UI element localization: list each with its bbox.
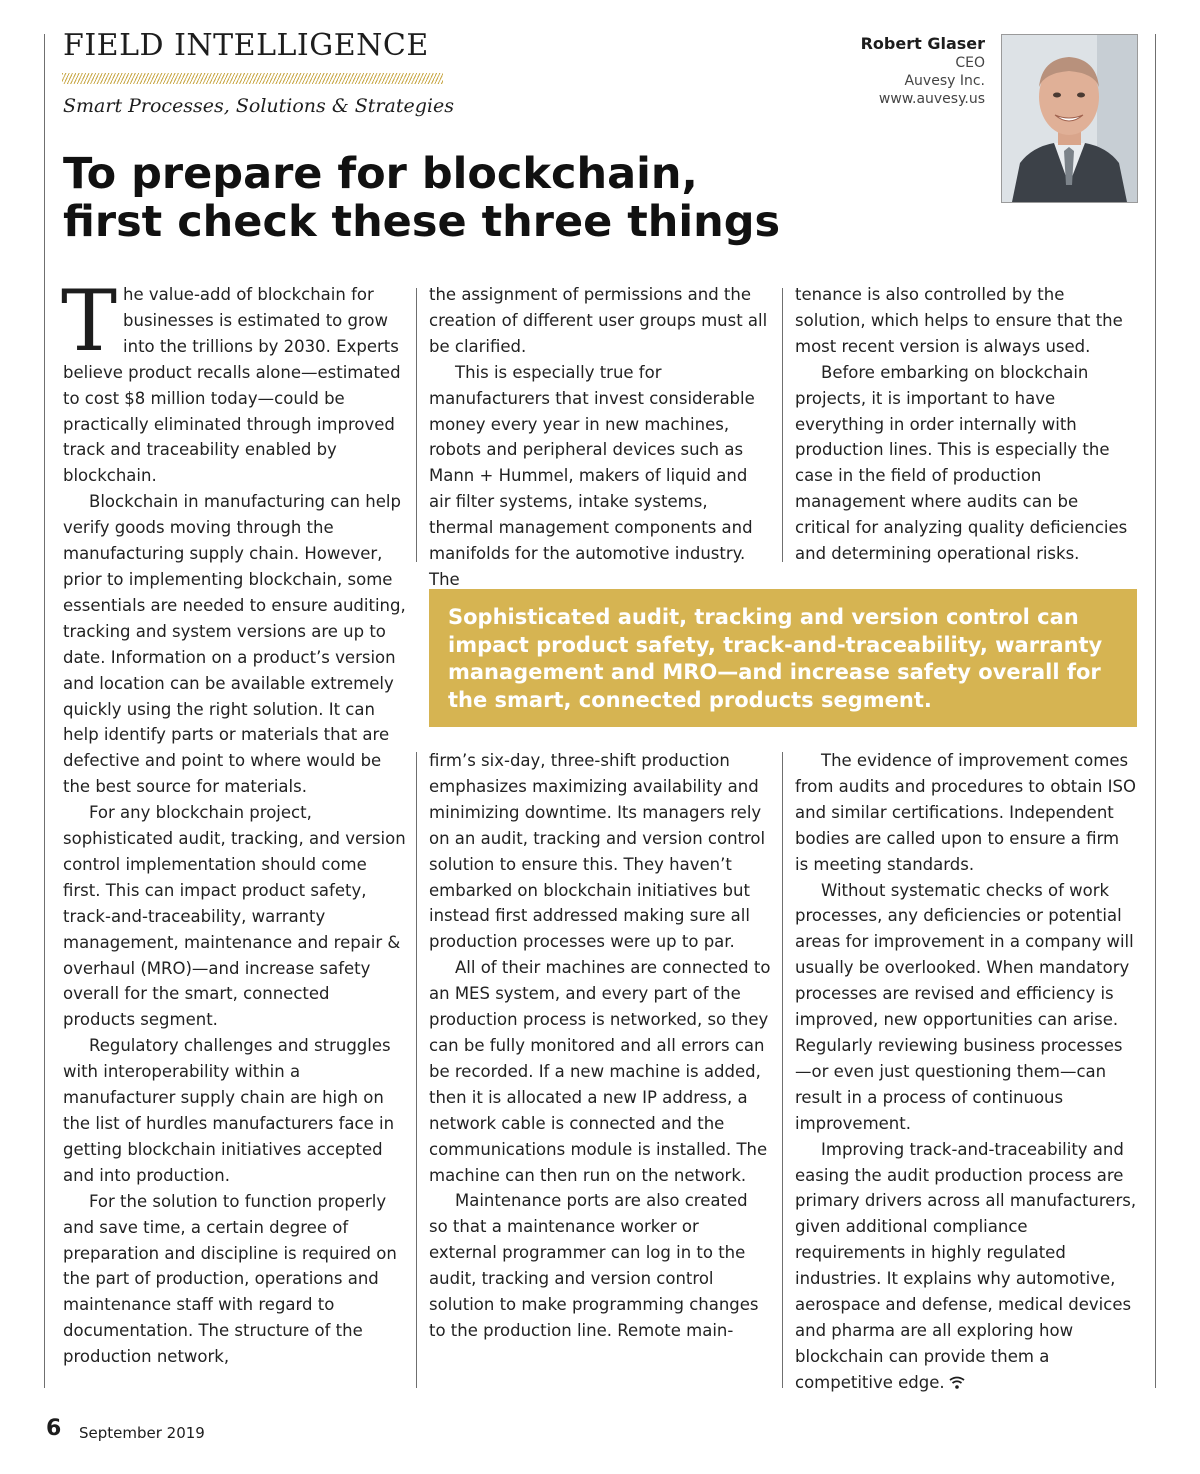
paragraph: firm’s six-day, three-shift production emphasizes maximizing availability and minimizing downtime. Its managers rely on an audit, tracking and version control solution to ensure this. They haven’t embarked on blockchain initiatives but instead first addressed making sure all production processes were up to par. (429, 751, 766, 952)
paragraph: For any blockchain project, sophisticated audit, tracking, and version control implementation should come first. This can impact product safety, track-and-traceability, warranty management, maintenance and repair & overhaul (MRO)—and increase safety overall for the smart, connected products segment. (63, 803, 406, 1030)
body-column-2-bottom (429, 748, 771, 1344)
right-margin-rule (1155, 34, 1156, 1388)
body-column-1 (61, 272, 406, 1370)
author-company: Auvesy Inc. (904, 73, 985, 89)
body-column-2-top (429, 282, 771, 593)
paragraph: Before embarking on blockchain projects, it is important to have everything in order internally with production lines. This is especially the case in the field of production management where audits can be critical for analyzing quality deficiencies and determining operational risks. (795, 362, 1128, 564)
paragraph-final-text: Improving track-and-traceability and easing the audit production process are primary drivers across all manufacturers, given additional compliance requirements in highly regulated industries. It explains why automotive, aerospace and defense, medical devices and pharma are all exploring how blockchain can provide them a competitive edge. (795, 1139, 1137, 1392)
column-divider-2-bottom (782, 752, 783, 1388)
author-block (725, 34, 985, 108)
column-divider-1-top (416, 288, 417, 562)
headline-line-1: To prepare for blockchain, (63, 149, 698, 199)
paragraph: Blockchain in manufacturing can help verify goods moving through the manufacturing supply chain. However, prior to implementing blockchain, some essentials are needed to ensure auditing, tracking and system versions are up to date. Information on a product’s version and location can be available extremely quickly using the right solution. It can help identify parts or materials that are defective and point to where would be the best source for materials. (63, 492, 406, 797)
article-headline (63, 150, 963, 246)
author-name: Robert Glaser (860, 34, 985, 53)
paragraph-final (795, 1137, 1137, 1396)
section-title: FIELD INTELLIGENCE (63, 28, 429, 63)
paragraph: For the solution to function properly and save time, a certain degree of preparation and discipline is required on the part of production, operations and maintenance staff with regard to documentation. The structure of the production network, (63, 1191, 397, 1367)
dropcap-letter: T (61, 272, 118, 370)
left-margin-rule (44, 34, 45, 1388)
author-role: CEO (955, 55, 985, 71)
pull-quote-line-1: Sophisticated audit, tracking and version control can (448, 605, 1079, 629)
portrait-illustration (1002, 35, 1137, 202)
issue-date: September 2019 (79, 1424, 205, 1442)
paragraph: This is especially true for manufacturers that invest considerable money every year in new machines, robots and peripheral devices such as Mann + Hummel, makers of liquid and air filter systems, intake systems, thermal management components and manifolds for the automotive industry. The (429, 362, 755, 589)
paragraph: All of their machines are connected to an MES system, and every part of the production process is networked, so they can be fully monitored and all errors can be recorded. If a new machine is added, then it is allocated a new IP address, a network cable is connected and the communications module is installed. The machine can then run on the network. (429, 958, 771, 1185)
paragraph: Regulatory challenges and struggles with interoperability within a manufacturer supply chain are high on the list of hurdles manufacturers face in getting blockchain initiatives accepted and into production. (63, 1036, 395, 1185)
paragraph: The evidence of improvement comes from audits and procedures to obtain ISO and similar certifications. Independent bodies are called upon to ensure a firm is meeting standards. (795, 751, 1136, 874)
author-portrait-icon (1001, 34, 1138, 203)
column-divider-1-bottom (416, 752, 417, 1388)
pull-quote-callout (429, 589, 1137, 727)
page-number: 6 (46, 1416, 62, 1441)
paragraph: the assignment of permissions and the creation of different user groups must all be clarified. (429, 285, 768, 356)
body-column-3-bottom (795, 748, 1137, 1396)
paragraph-intro (61, 272, 406, 489)
pull-quote-line-3: management and MRO—and increase safety overall for (448, 660, 1101, 684)
paragraph: Maintenance ports are also created so that a maintenance worker or external programmer can log in to the audit, tracking and version control solution to make programming changes to the production line. Remote main- (429, 1191, 759, 1340)
paragraph-intro-text: he value-add of blockchain for businesses is estimated to grow into the trillions by 2030. Experts believe product recalls alone—estimated to cost $8 million today—could be practically eliminated through improved track and traceability enabled by blockchain. (63, 285, 401, 486)
pull-quote-line-4: the smart, connected products segment. (448, 687, 932, 712)
section-hatch-rule (62, 73, 443, 84)
paragraph: tenance is also controlled by the solution, which helps to ensure that the most recent version is always used. (795, 285, 1123, 356)
section-tagline: Smart Processes, Solutions & Strategies (63, 95, 454, 117)
author-website: www.auvesy.us (878, 91, 985, 107)
headline-line-2: first check these three things (63, 197, 781, 247)
wifi-end-mark-icon (949, 1376, 965, 1390)
paragraph: Without systematic checks of work processes, any deficiencies or potential areas for improvement in a company will usually be overlooked. When mandatory processes are revised and efficiency is improved, new opportunities can arise. Regularly reviewing business processes—or even just questioning them—can result in a process of continuous improvement. (795, 880, 1134, 1133)
body-column-3-top (795, 282, 1137, 567)
column-divider-2-top (782, 288, 783, 562)
pull-quote-line-2: impact product safety, track-and-traceability, warranty (448, 632, 1103, 657)
